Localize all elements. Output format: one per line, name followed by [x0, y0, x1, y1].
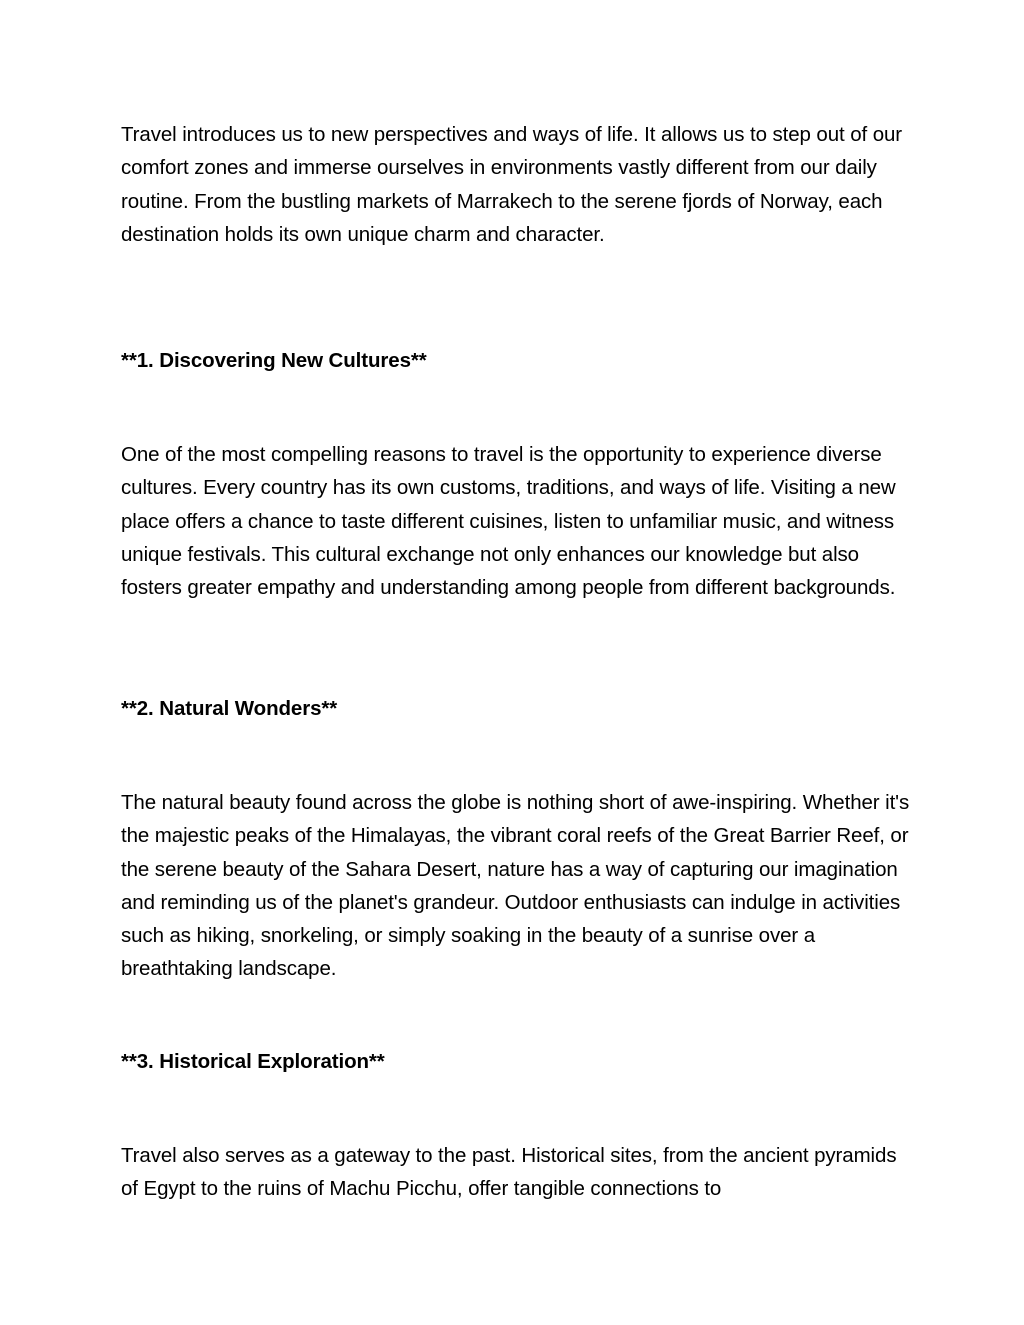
section-heading-historical-exploration: **3. Historical Exploration**	[121, 1050, 385, 1073]
intro-paragraph: Travel introduces us to new perspectives and ways of life. It allows us to step out of our comfort zones and immerse ourselves in environments vastly different from our daily routine. From the bustling markets of Marrakech to the serene fjords of Norway, each destination holds its own unique charm and character.	[121, 123, 903, 246]
section-heading-natural-wonders: **2. Natural Wonders**	[121, 697, 338, 720]
cultures-paragraph: One of the most compelling reasons to travel is the opportunity to experience diverse cultures. Every country has its own customs, traditions, and ways of life. Visiting a new place offers a chance to taste different cuisines, listen to unfamiliar music, and witness unique festivals. This cultural exchange not only enhances our knowledge but also fosters greater empathy and understanding among people from different backgrounds.	[121, 443, 896, 600]
historical-exploration-paragraph: Travel also serves as a gateway to the past. Historical sites, from the ancient pyramids of Egypt to the ruins of Machu Picchu, offer tangible connections to	[121, 1144, 897, 1201]
natural-wonders-paragraph: The natural beauty found across the globe is nothing short of awe-inspiring. Whether it's the majestic peaks of the Himalayas, the vibrant coral reefs of the Great Barrier Reef, or the serene beauty of the Sahara Desert, nature has a way of capturing our imagination and reminding us of the planet's grandeur. Outdoor enthusiasts can indulge in activities such as hiking, snorkeling, or simply soaking in the beauty of a sunrise over a breathtaking landscape.	[121, 791, 910, 981]
section-heading-cultures: **1. Discovering New Cultures**	[121, 349, 427, 372]
